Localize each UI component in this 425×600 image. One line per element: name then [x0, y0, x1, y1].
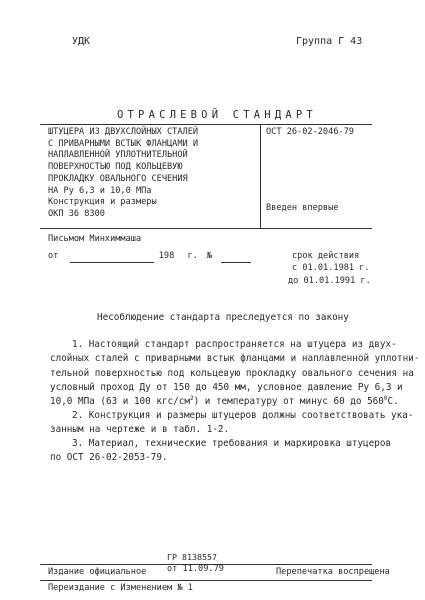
validity-to: до 01.01.1991 г. — [288, 276, 371, 286]
title-divider-bottom — [40, 228, 372, 229]
title-divider-vertical — [260, 124, 261, 228]
registration-date: от 11.09.79 — [167, 564, 224, 574]
paragraph-line: 2. Конструкция и размеры штуцеров должны соответствовать ука- — [72, 410, 414, 421]
title-line: ШТУЦЕРА ИЗ ДВУХСЛОЙНЫХ СТАЛЕЙ — [48, 127, 199, 137]
standard-heading: ОТРАСЛЕВОЙ СТАНДАРТ — [117, 109, 317, 121]
paragraph-2 — [50, 409, 414, 438]
title-line: ПРОКЛАДКУ ОВАЛЬНОГО СЕЧЕНИЯ — [48, 173, 188, 184]
introduced-note: Введен впервые — [266, 203, 339, 213]
letter-year: 198 — [158, 251, 175, 261]
udk-label: УДК — [72, 36, 91, 47]
group-label: Группа Г 43 — [296, 36, 363, 47]
letter-g: г. — [187, 251, 198, 261]
letter-line: Письмом Минхиммаша — [48, 234, 142, 244]
paragraph-line: тельной поверхностью под кольцевую прокладку овального сечения на — [50, 367, 414, 379]
paragraph-3 — [50, 437, 392, 466]
reprint-forbidden: Перепечатка воспрещена — [276, 567, 390, 577]
letter-no: № — [207, 251, 213, 261]
law-notice: Несоблюдение стандарта преследуется по закону — [97, 312, 349, 323]
validity-from: с 01.01.1981 г. — [292, 263, 370, 273]
letter-date-blank — [70, 252, 154, 263]
paragraph-line: по ОСТ 26-02-2053-79. — [50, 452, 168, 464]
edition-label: Издание официальное — [48, 567, 147, 577]
okp-code: ОКП 36 8300 — [48, 208, 105, 219]
letter-number-blank — [221, 252, 251, 263]
footer-divider-bottom — [40, 580, 372, 581]
letter-date-line — [48, 251, 251, 263]
title-line: ПОВЕРХНОСТЬЮ ПОД КОЛЬЦЕВУЮ — [48, 162, 183, 173]
title-line: НА Ру 6,3 и 10,0 МПа — [48, 185, 152, 196]
paragraph-1 — [50, 338, 420, 409]
registration-number: ГР 8138557 — [167, 552, 217, 562]
title-line: С ПРИВАРНЫМИ ВСТЫК ФЛАНЦАМИ И — [48, 138, 199, 149]
paragraph-line: занным на чертеже и в табл. 1-2. — [50, 424, 230, 436]
title-block — [48, 127, 198, 221]
paragraph-line: 10,0 МПа (63 и 100 кгс/$см^2$) и температуру от минус 60 до $560^0С$. — [50, 395, 399, 408]
heading-divider — [40, 124, 372, 125]
letter-from: от — [48, 251, 59, 261]
title-line: НАПЛАВЛЕННОЙ УПЛОТНИТЕЛЬНОЙ — [48, 150, 188, 161]
paragraph-line: условный проход Ду от 150 до 450 мм, условное давление Ру 6,3 и — [50, 381, 403, 393]
ost-number: ОСТ 26-02-2046-79 — [266, 127, 354, 137]
paragraph-line: 1. Настоящий стандарт распространяется на штуцера из двух- — [72, 339, 397, 350]
paragraph-line: 3. Материал, технические требования и маркировка штуцеров — [72, 438, 392, 449]
paragraph-line: слойных сталей с приварными встык фланцами и наплавленной уплотни- — [50, 353, 420, 365]
reissue-note: Переиздание с Изменением № 1 — [48, 583, 193, 593]
validity-title: срок действия — [292, 251, 360, 261]
title-line: Конструкция и размеры — [48, 197, 157, 208]
